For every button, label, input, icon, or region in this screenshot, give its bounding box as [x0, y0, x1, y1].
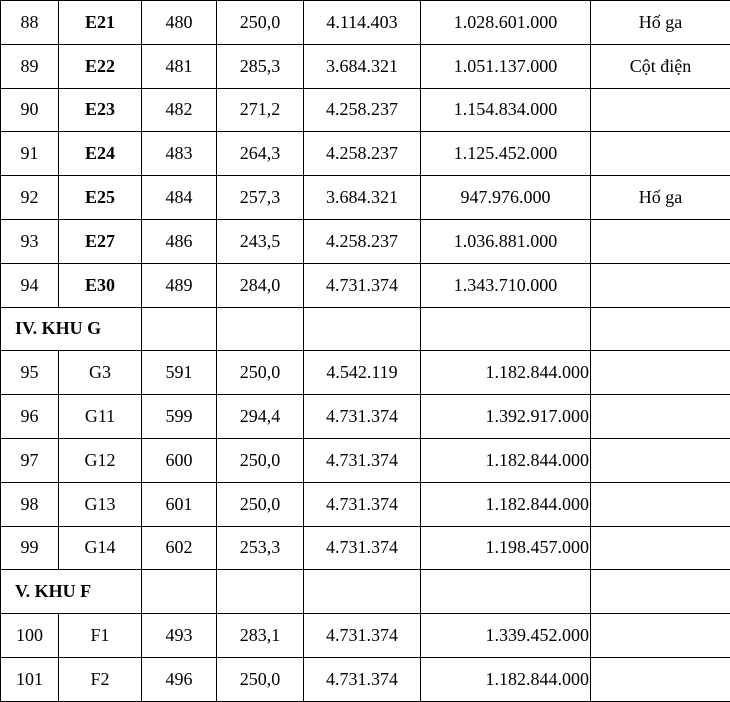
table-row	[1, 1, 730, 45]
cell-note	[591, 657, 730, 701]
cell-lot: 483	[142, 132, 217, 176]
empty-cell	[142, 307, 217, 351]
cell-price: 4.731.374	[304, 482, 421, 526]
cell-total: 1.182.844.000	[421, 482, 591, 526]
cell-area: 250,0	[217, 438, 304, 482]
cell-note	[591, 395, 730, 439]
cell-lot: 602	[142, 526, 217, 570]
cell-total: 1.125.452.000	[421, 132, 591, 176]
empty-cell	[421, 307, 591, 351]
cell-code: G13	[59, 482, 142, 526]
cell-lot: 482	[142, 88, 217, 132]
cell-no: 88	[1, 1, 59, 45]
table-row	[1, 176, 730, 220]
cell-note	[591, 88, 730, 132]
cell-code: F2	[59, 657, 142, 701]
table-row	[1, 395, 730, 439]
cell-area: 250,0	[217, 657, 304, 701]
table-body	[1, 1, 730, 702]
cell-total: 1.339.452.000	[421, 614, 591, 658]
cell-code: G12	[59, 438, 142, 482]
cell-lot: 599	[142, 395, 217, 439]
cell-lot: 489	[142, 263, 217, 307]
cell-code: E22	[59, 44, 142, 88]
cell-area: 253,3	[217, 526, 304, 570]
section-row	[1, 570, 730, 614]
cell-note: Cột điện	[591, 44, 730, 88]
cell-area: 264,3	[217, 132, 304, 176]
empty-cell	[421, 570, 591, 614]
cell-no: 91	[1, 132, 59, 176]
cell-total: 1.198.457.000	[421, 526, 591, 570]
section-title: V. KHU F	[1, 570, 142, 614]
cell-total: 1.036.881.000	[421, 219, 591, 263]
cell-price: 4.731.374	[304, 614, 421, 658]
section-row	[1, 307, 730, 351]
cell-total: 1.028.601.000	[421, 1, 591, 45]
cell-lot: 484	[142, 176, 217, 220]
table-row	[1, 88, 730, 132]
cell-lot: 480	[142, 1, 217, 45]
cell-lot: 496	[142, 657, 217, 701]
cell-no: 93	[1, 219, 59, 263]
cell-note: Hố ga	[591, 176, 730, 220]
cell-code: G3	[59, 351, 142, 395]
table-row	[1, 44, 730, 88]
cell-area: 250,0	[217, 351, 304, 395]
empty-cell	[217, 570, 304, 614]
cell-no: 100	[1, 614, 59, 658]
cell-lot: 481	[142, 44, 217, 88]
cell-total: 947.976.000	[421, 176, 591, 220]
cell-note	[591, 438, 730, 482]
cell-no: 97	[1, 438, 59, 482]
cell-lot: 591	[142, 351, 217, 395]
cell-note	[591, 132, 730, 176]
cell-area: 294,4	[217, 395, 304, 439]
cell-note: Hố ga	[591, 1, 730, 45]
cell-lot: 486	[142, 219, 217, 263]
cell-note	[591, 482, 730, 526]
cell-area: 283,1	[217, 614, 304, 658]
table-row	[1, 657, 730, 701]
empty-cell	[304, 570, 421, 614]
cell-price: 4.731.374	[304, 657, 421, 701]
cell-area: 257,3	[217, 176, 304, 220]
cell-lot: 600	[142, 438, 217, 482]
cell-no: 101	[1, 657, 59, 701]
cell-code: E27	[59, 219, 142, 263]
table-row	[1, 351, 730, 395]
cell-note	[591, 526, 730, 570]
empty-cell	[591, 307, 730, 351]
cell-price: 4.258.237	[304, 132, 421, 176]
empty-cell	[217, 307, 304, 351]
cell-area: 284,0	[217, 263, 304, 307]
cell-no: 89	[1, 44, 59, 88]
cell-price: 3.684.321	[304, 44, 421, 88]
table-row	[1, 482, 730, 526]
cell-area: 250,0	[217, 482, 304, 526]
table-row	[1, 614, 730, 658]
cell-area: 250,0	[217, 1, 304, 45]
cell-price: 4.731.374	[304, 438, 421, 482]
cell-price: 3.684.321	[304, 176, 421, 220]
cell-price: 4.731.374	[304, 263, 421, 307]
cell-area: 243,5	[217, 219, 304, 263]
cell-no: 99	[1, 526, 59, 570]
cell-total: 1.182.844.000	[421, 657, 591, 701]
cell-code: F1	[59, 614, 142, 658]
table-row	[1, 132, 730, 176]
cell-lot: 493	[142, 614, 217, 658]
cell-note	[591, 219, 730, 263]
cell-price: 4.114.403	[304, 1, 421, 45]
cell-price: 4.542.119	[304, 351, 421, 395]
empty-cell	[591, 570, 730, 614]
table-row	[1, 526, 730, 570]
cell-total: 1.154.834.000	[421, 88, 591, 132]
cell-no: 98	[1, 482, 59, 526]
cell-code: G14	[59, 526, 142, 570]
cell-no: 90	[1, 88, 59, 132]
empty-cell	[142, 570, 217, 614]
table-row	[1, 438, 730, 482]
cell-no: 94	[1, 263, 59, 307]
cell-lot: 601	[142, 482, 217, 526]
cell-no: 96	[1, 395, 59, 439]
cell-total: 1.392.917.000	[421, 395, 591, 439]
cell-code: E24	[59, 132, 142, 176]
cell-code: G11	[59, 395, 142, 439]
cell-code: E25	[59, 176, 142, 220]
cell-note	[591, 614, 730, 658]
cell-price: 4.731.374	[304, 526, 421, 570]
cell-total: 1.343.710.000	[421, 263, 591, 307]
cell-price: 4.731.374	[304, 395, 421, 439]
cell-area: 271,2	[217, 88, 304, 132]
cell-price: 4.258.237	[304, 88, 421, 132]
cell-note	[591, 263, 730, 307]
cell-code: E21	[59, 1, 142, 45]
cell-no: 95	[1, 351, 59, 395]
cell-area: 285,3	[217, 44, 304, 88]
cell-total: 1.051.137.000	[421, 44, 591, 88]
empty-cell	[304, 307, 421, 351]
section-title: IV. KHU G	[1, 307, 142, 351]
table-row	[1, 219, 730, 263]
cell-code: E30	[59, 263, 142, 307]
cell-price: 4.258.237	[304, 219, 421, 263]
cell-total: 1.182.844.000	[421, 438, 591, 482]
cell-code: E23	[59, 88, 142, 132]
table-row	[1, 263, 730, 307]
cell-total: 1.182.844.000	[421, 351, 591, 395]
cell-note	[591, 351, 730, 395]
cell-no: 92	[1, 176, 59, 220]
